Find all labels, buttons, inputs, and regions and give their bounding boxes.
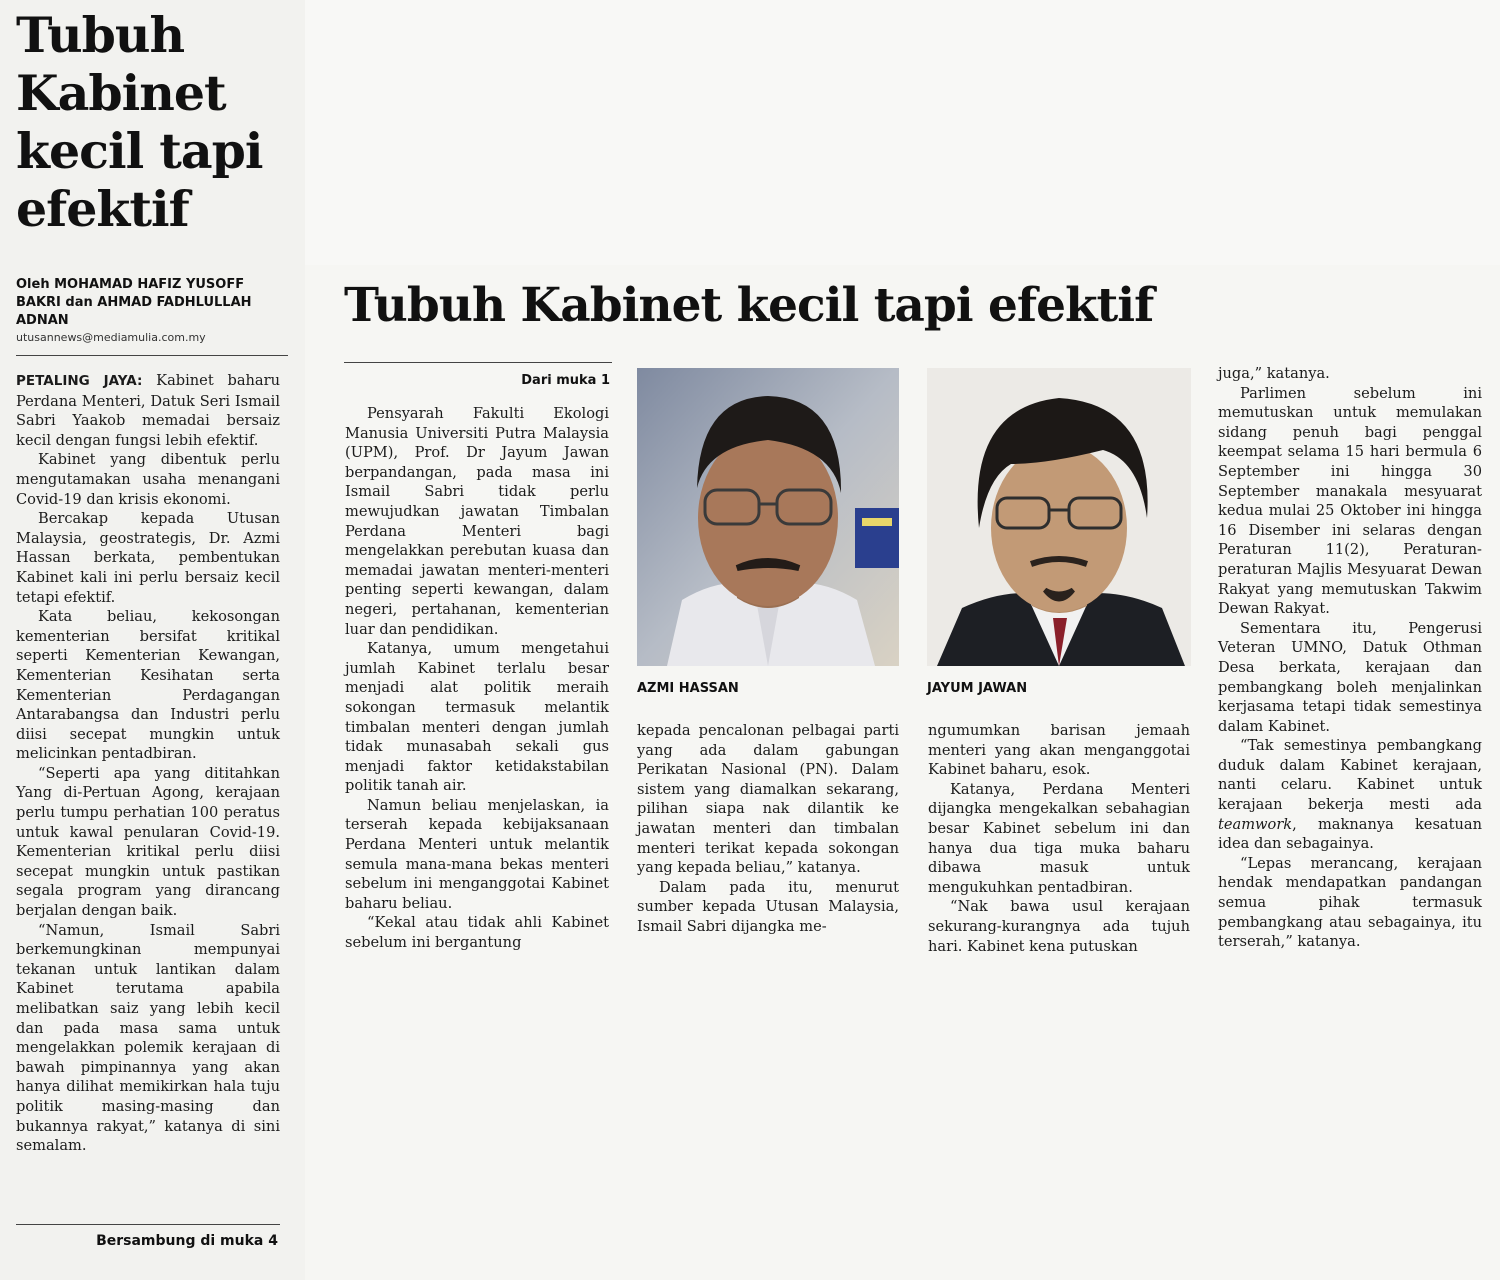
continued-divider	[16, 1224, 280, 1225]
paragraph: “Namun, Ismail Sabri berkemungkinan mempunyai tekanan untuk lantikan dalam Kabinet terutama apabila melibatkan saiz yang lebih kecil dan pada masa sama untuk mengelakkan polemik kerajaan di bawah pimpinannya yang akan hanya dilihat memikirkan hala tuju politik masing-masing dan bukannya rakyat,” katanya di sini semalam.	[16, 921, 280, 1155]
left-headline: Tubuh Kabinet kecil tapi efektif	[16, 6, 263, 238]
main-column-2	[637, 721, 899, 937]
main-headline: Tubuh Kabinet kecil tapi efektif	[344, 278, 1154, 333]
paragraph	[16, 371, 280, 450]
byline: Oleh MOHAMAD HAFIZ YUSOFF BAKRI dan AHMAD FADHLULLAH ADNAN	[16, 277, 252, 328]
author-email: utusannews@mediamulia.com.my	[16, 331, 206, 344]
main-column-3	[928, 721, 1190, 956]
byline-divider	[16, 355, 288, 356]
continued-note: Bersambung di muka 4	[96, 1233, 278, 1249]
dateline: PETALING JAYA:	[16, 373, 143, 389]
paragraph: Namun beliau menjelaskan, ia terserah kepada kebijaksanaan Perdana Menteri untuk melantik semula mana-mana bekas menteri sebelum ini menganggotai Kabinet baharu beliau.	[345, 796, 609, 912]
paragraph: ngumumkan barisan jemaah menteri yang akan menganggotai Kabinet baharu, esok.	[928, 722, 1190, 779]
paragraph-text: “Tak semestinya pembangkang duduk dalam Kabinet kerajaan, nanti celaru. Kabinet untuk kerajaan bekerja mesti ada	[1218, 737, 1482, 814]
paragraph: Pensyarah Fakulti Ekologi Manusia Universiti Putra Malaysia (UPM), Prof. Dr Jayum Jawan berpandangan, pada masa ini Ismail Sabri tidak perlu mewujudkan jawatan Timbalan Perdana Menteri bagi mengelakkan perebutan kuasa dan memadai jawatan menteri-menteri penting seperti kewangan, dalam negeri, pertahanan, kementerian luar dan pendidikan.	[345, 405, 609, 638]
paragraph	[1218, 736, 1482, 854]
paragraph: Parlimen sebelum ini memutuskan untuk memulakan sidang penuh bagi penggal keempat selama 15 hari bermula 6 September ini hingga 30 September manakala mesyuarat kedua mulai 25 Oktober ini hingga 16 Disember ini selaras dengan Peraturan 11(2), Peraturan-peraturan Majlis Mesyuarat Dewan Rakyat yang memutuskan Takwim Dewan Rakyat.	[1218, 384, 1482, 618]
photo-jayum-jawan	[927, 368, 1191, 666]
paragraph: Kata beliau, kekosongan kementerian bersifat kritikal seperti Kementerian Kewangan, Kementerian Kesihatan serta Kementerian Perdagangan Antarabangsa dan Industri perlu diisi secepat mungkin untuk melicinkan pentadbiran.	[16, 608, 280, 763]
paragraph: juga,” katanya.	[1218, 365, 1330, 382]
bleed-through-band	[305, 0, 1500, 265]
caption-azmi-hassan: AZMI HASSAN	[637, 681, 739, 696]
paragraph: Kabinet yang dibentuk perlu mengutamakan usaha menangani Covid-19 dan krisis ekonomi.	[16, 451, 280, 508]
main-column-4	[1218, 364, 1482, 952]
paragraph-text: , maknanya kesatuan idea dan sebagainya.	[1218, 815, 1482, 853]
paragraph: “Kekal atau tidak ahli Kabinet sebelum ini bergantung	[345, 914, 609, 952]
paragraph: “Seperti apa yang dititahkan Yang di-Pertuan Agong, kerajaan perlu tumpu perhatian 100 peratus untuk kawal penularan Covid-19. Kementerian kritikal perlu diisi secepat mungkin untuk pastikan segala program yang dirancang berjalan dengan baik.	[16, 764, 280, 920]
from-page-note: Dari muka 1	[521, 373, 610, 388]
paragraph: Katanya, umum mengetahui jumlah Kabinet terlalu besar menjadi alat politik meraih sokongan termasuk melantik timbalan menteri dengan jumlah tidak munasabah sekali gus menjadi faktor ketidakstabilan politik tanah air.	[345, 640, 609, 795]
paragraph: “Nak bawa usul kerajaan sekurang-kurangnya ada tujuh hari. Kabinet kena putuskan	[928, 898, 1190, 955]
portrait-jayum-jawan	[927, 368, 1191, 666]
paragraph: kepada pencalonan pelbagai parti yang ada dalam gabungan Perikatan Nasional (PN). Dalam sistem yang diamalkan sekarang, pilihan siapa nak dilantik ke jawatan menteri dan timbalan menteri terikat kepada sokongan yang kepada beliau,” katanya.	[637, 722, 899, 877]
photo-azmi-hassan	[637, 368, 899, 666]
paragraph: Sementara itu, Pengerusi Veteran UMNO, Datuk Othman Desa berkata, kerajaan dan pembangkang boleh menjalinkan kerjasama tetapi tidak semestinya dalam Kabinet.	[1218, 619, 1482, 735]
main-column-1	[345, 404, 609, 953]
left-article-body	[16, 371, 280, 1156]
portrait-azmi-hassan	[637, 368, 899, 666]
paragraph: Dalam pada itu, menurut sumber kepada Utusan Malaysia, Ismail Sabri dijangka me-	[637, 878, 899, 935]
main-headline-divider	[344, 362, 612, 363]
paragraph: Bercakap kepada Utusan Malaysia, geostrategis, Dr. Azmi Hassan berkata, pembentukan Kabinet kali ini perlu bersaiz kecil tetapi efektif.	[16, 510, 280, 606]
paragraph: Katanya, Perdana Menteri dijangka mengekalkan sebahagian besar Kabinet sebelum ini dan hanya dua tiga muka baharu dibawa masuk untuk mengukuhkan pentadbiran.	[928, 780, 1190, 896]
italic-term: teamwork	[1218, 815, 1293, 833]
paragraph-text: Kabinet baharu Perdana Menteri, Datuk Seri Ismail Sabri Yaakob memadai bersaiz kecil dengan fungsi lebih efektif.	[16, 372, 281, 449]
caption-jayum-jawan: JAYUM JAWAN	[927, 681, 1028, 696]
paragraph: “Lepas merancang, kerajaan hendak mendapatkan pandangan semua pihak termasuk pembangkang atau sebagainya, itu terserah,” katanya.	[1218, 854, 1482, 951]
